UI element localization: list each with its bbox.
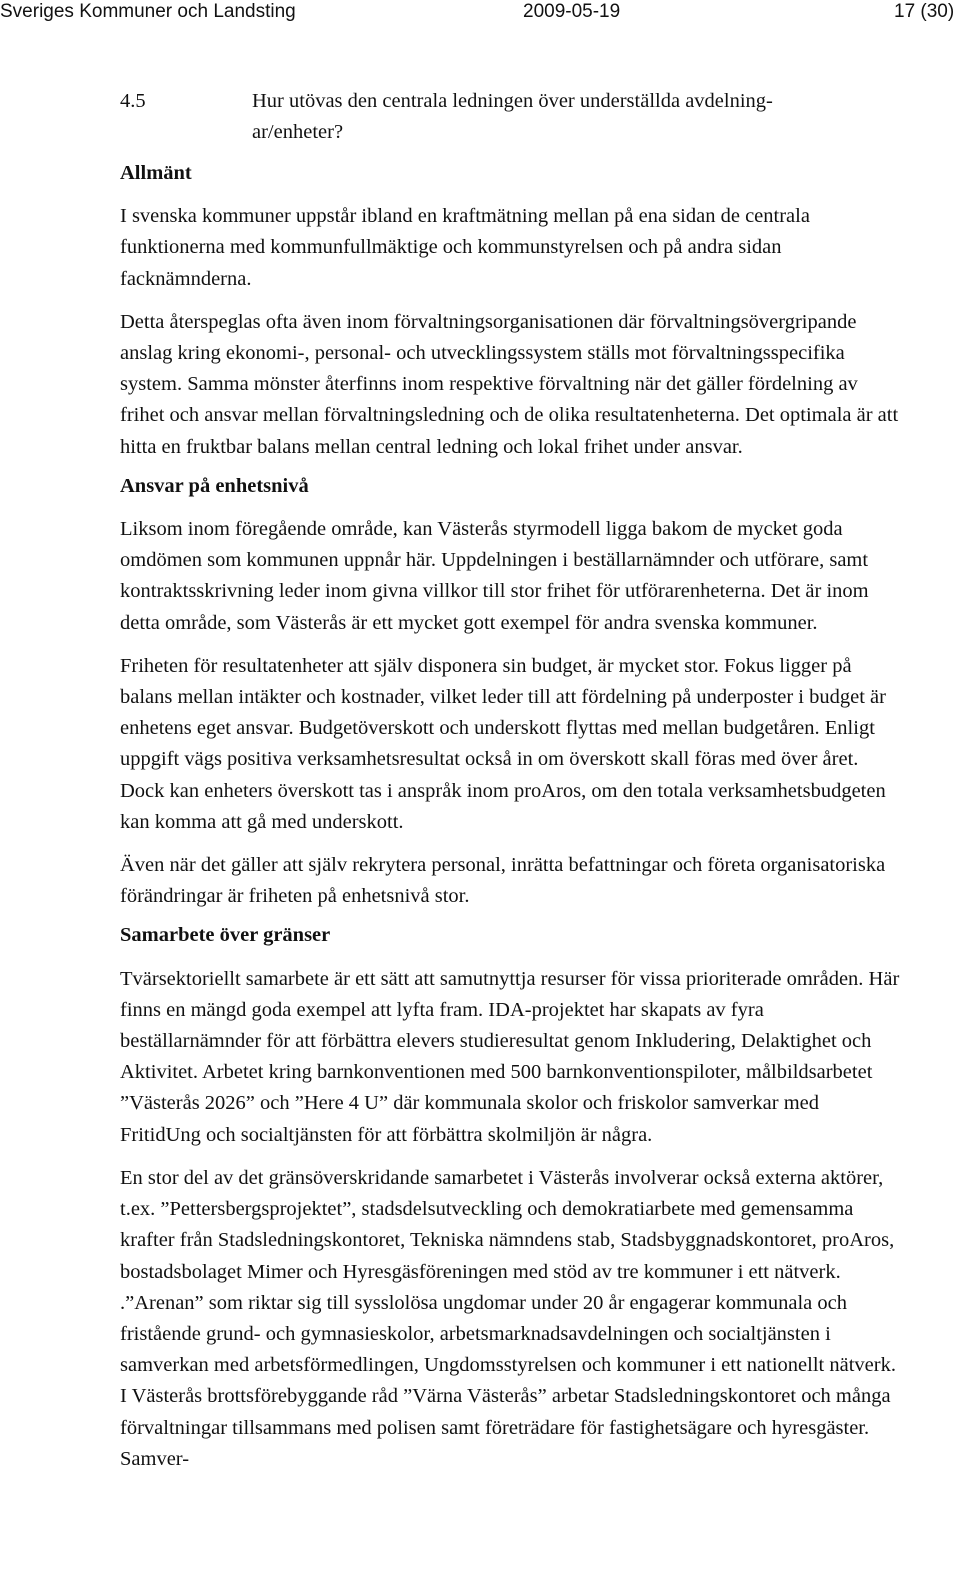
paragraph-5: Även när det gäller att själv rekrytera personal, inrätta befattningar och företa organisatoriska förändringar är friheten på enhetsnivå stor.: [120, 854, 886, 908]
paragraph-7: En stor del av det gränsöverskridande samarbetet i Västerås involverar också externa aktörer, t.ex. ”Pettersbergsprojektet”, stadsdelsutveckling och demokratiarbete med gemensamma krafter från Stadsledningskontoret, Tekniska nämndens stab, Stadsbyggnadskontoret, proAros, bostadsbolaget Mimer och Hyresgäsföreningen med stöd av tre kommuner i ett nätverk. .”Arenan” som riktar sig till sysslolösa ungdomar under 20 år engagerar kommunala och fristående grund- och gymnasieskolor, arbetsmarknadsavdelningen och socialtjänsten i samverkan med arbetsförmedlingen, Ungdomsstyrelsen och kommuner i ett nationellt nätverk. I Västerås brottsförebyggande råd ”Värna Västerås” arbetar Stadsledningskontoret och många förvaltningar tillsammans med polisen samt företrädare för fastighetsägare och hyresgäster. Samver-: [120, 1166, 896, 1470]
section-title: Hur utövas den centrala ledningen över underställda avdelning-ar/enheter?: [252, 90, 773, 144]
header-page-number: 17 (30): [894, 1, 955, 22]
paragraph-3: Liksom inom föregående område, kan Västerås styrmodell ligga bakom de mycket goda omdömen som kommunen uppnår här. Uppdelningen i beställarnämnder och utförare, samt kontraktsskrivning leder inom givna villkor till stor frihet för utförarenheterna. Det är inom detta område, som Västerås är ett mycket gott exempel för andra svenska kommuner.: [120, 518, 869, 634]
header-date: 2009-05-19: [523, 1, 621, 22]
document-body: [120, 86, 901, 1475]
paragraph-4: Friheten för resultatenheter att själv disponera sin budget, är mycket stor. Fokus ligger på balans mellan intäkter och kostnader, vilket leder till att fördelning på underposter i budget är enhetens eget ansvar. Budgetöverskott och underskott flyttas med mellan budgetåren. Enligt uppgift vägs positiva verksamhetsresultat också in om överskott skall föras med över året. Dock kan enheters överskott tas i anspråk inom proAros, om den totala verksamhetsbudgeten kan komma att gå med underskott.: [120, 654, 886, 833]
heading-samarbete: Samarbete över gränser: [120, 924, 331, 947]
section-heading: [120, 86, 901, 148]
header-organization: Sveriges Kommuner och Landsting: [0, 1, 296, 22]
heading-allmant: Allmänt: [120, 162, 192, 184]
paragraph-2: Detta återspeglas ofta även inom förvaltningsorganisationen där förvaltningsövergripande anslag kring ekonomi-, personal- och utvecklingssystem ställs mot förvaltningsspecifika system. Samma mönster återfinns inom respektive förvaltning när det gäller fördelning av frihet och ansvar mellan förvaltningsledning och de olika resultatenheterna. Det optimala är att hitta en fruktbar balans mellan central ledning och lokal frihet under ansvar.: [120, 310, 899, 458]
paragraph-1: I svenska kommuner uppstår ibland en kraftmätning mellan på ena sidan de centrala funktionerna med kommunfullmäktige och kommunstyrelsen och på andra sidan facknämnderna.: [120, 205, 810, 290]
section-number: 4.5: [120, 90, 146, 112]
paragraph-6: Tvärsektoriellt samarbete är ett sätt att samutnyttja resurser för vissa prioriterade områden. Här finns en mängd goda exempel att lyfta fram. IDA-projektet har skapats av fyra beställarnämnder för att förbättra elevers studieresultat genom Inkludering, Delaktighet och Aktivitet. Arbetet kring barnkonventionen med 500 barnkonventionspiloter, målbildsarbetet ”Västerås 2026” och ”Here 4 U” där kommunala skolor och friskolor samverkar med FritidUng och socialtjänsten för att förbättra skolmiljön är några.: [120, 967, 900, 1146]
page-header: [0, 0, 960, 30]
heading-ansvar: Ansvar på enhetsnivå: [120, 474, 309, 497]
